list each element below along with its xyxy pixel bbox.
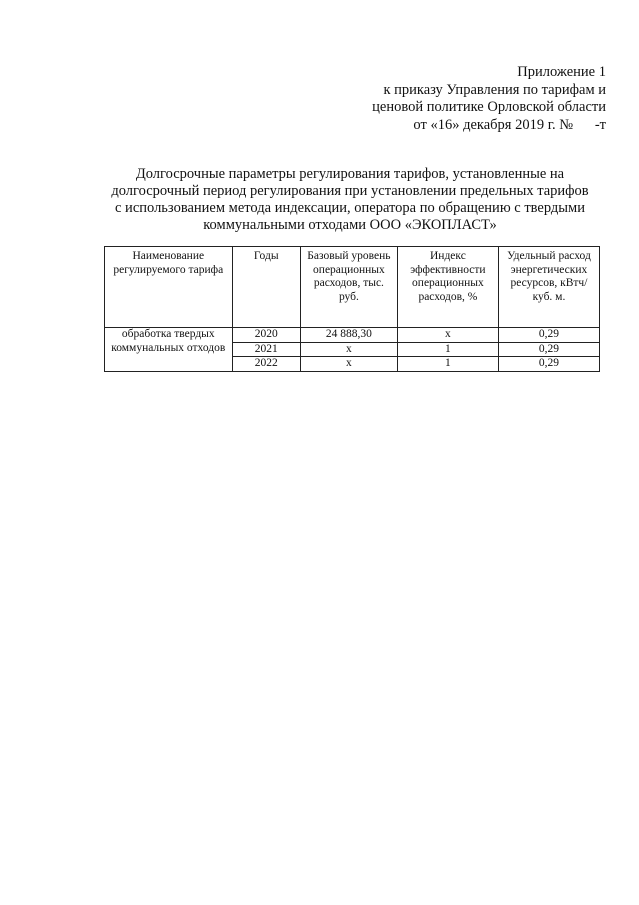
document-title	[100, 166, 600, 234]
header-energy-consumption: Удельный расход энергетических ресурсов, кВтч/куб. м.	[498, 247, 599, 328]
title-line: коммунальными отходами ООО «ЭКОПЛАСТ»	[203, 217, 497, 233]
tariff-name-cell: обработка твердых коммунальных отходов	[105, 328, 233, 372]
base-level-cell: 24 888,30	[300, 328, 397, 343]
title-line: долгосрочный период регулирования при установлении предельных тарифов	[111, 183, 589, 199]
table-header-row	[105, 247, 600, 328]
header-tariff-name: Наименование регулируемого тарифа	[105, 247, 233, 328]
base-level-cell: х	[300, 357, 397, 372]
appendix-line: к приказу Управления по тарифам и	[383, 81, 606, 98]
table-row	[105, 328, 600, 343]
base-level-cell: х	[300, 342, 397, 357]
energy-cell: 0,29	[498, 357, 599, 372]
title-line: Долгосрочные параметры регулирования тарифов, установленные на	[135, 166, 565, 182]
header-years: Годы	[232, 247, 300, 328]
energy-cell: 0,29	[498, 342, 599, 357]
appendix-line: от «16» декабря 2019 г. № -т	[413, 116, 606, 133]
energy-cell: 0,29	[498, 328, 599, 343]
title-line: с использованием метода индексации, оператора по обращению с твердыми	[115, 200, 585, 216]
efficiency-index-cell: 1	[397, 342, 498, 357]
header-efficiency-index: Индекс эффективности операционных расходов, %	[397, 247, 498, 328]
year-cell: 2021	[232, 342, 300, 357]
parameters-table	[104, 246, 600, 372]
year-cell: 2020	[232, 328, 300, 343]
appendix-line: ценовой политике Орловской области	[372, 99, 606, 115]
appendix-line: Приложение 1	[517, 64, 606, 80]
efficiency-index-cell: 1	[397, 357, 498, 372]
year-cell: 2022	[232, 357, 300, 372]
efficiency-index-cell: х	[397, 328, 498, 343]
appendix-block	[286, 64, 606, 134]
header-base-level: Базовый уровень операционных расходов, тыс. руб.	[300, 247, 397, 328]
